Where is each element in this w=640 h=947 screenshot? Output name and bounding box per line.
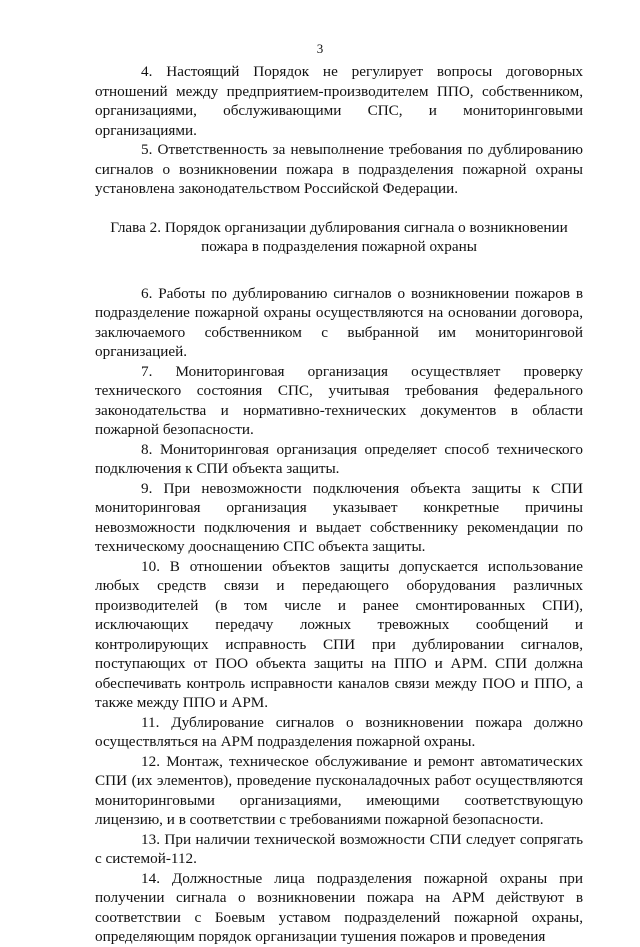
paragraph-11: 11. Дублирование сигналов о возникновении пожара должно осуществляться на АРМ подразделения пожарной охраны.	[95, 713, 583, 750]
paragraph-8: 8. Мониторинговая организация определяет способ технического подключения к СПИ объекта защиты.	[95, 440, 583, 477]
page-number: 3	[316, 41, 324, 56]
document-body	[95, 62, 583, 947]
paragraph-4: 4. Настоящий Порядок не регулирует вопросы договорных отношений между предприятием-производителем ППО, собственником, организациями, обслуживающими СПС, и мониторинговыми организациями.	[95, 63, 583, 139]
paragraph-6: 6. Работы по дублированию сигналов о возникновении пожаров в подразделение пожарной охраны осуществляются на основании договора, заключаемого собственником с выбранной им мониторинговой организацией.	[95, 284, 583, 360]
paragraph-10: 10. В отношении объектов защиты допускается использование любых средств связи и передающего оборудования различных производителей (в том числе и ранее смонтированных СПИ), исключающих передачу ложных тревожных сообщений и контролирующих исправность СПИ при дублировании сигналов, поступающих от ПОО объекта защиты на ППО и АРМ. СПИ должна обеспечивать контроль исправности каналов связи между ПОО и ППО, а также между ППО и АРМ.	[95, 557, 583, 711]
chapter-title: Глава 2. Порядок организации дублирования сигнала о возникновении пожара в подразделения пожарной охраны	[110, 218, 568, 255]
paragraph-5: 5. Ответственность за невыполнение требования по дублированию сигналов о возникновении пожара в подразделения пожарной охраны установлена законодательством Российской Федерации.	[95, 141, 583, 197]
paragraph-12: 12. Монтаж, техническое обслуживание и ремонт автоматических СПИ (их элементов), проведение пусконаладочных работ осуществляются мониторинговыми организациями, имеющими соответствующую лицензию, и в соответствии с требованиями пожарной безопасности.	[95, 752, 583, 828]
paragraph-13: 13. При наличии технической возможности СПИ следует сопрягать с системой-112.	[95, 830, 583, 867]
paragraph-14: 14. Должностные лица подразделения пожарной охраны при получении сигнала о возникновении пожара на АРМ действуют в соответствии с Боевым уставом подразделений пожарной охраны, определяющим порядок организации тушения пожаров и проведения	[95, 869, 583, 945]
paragraph-9: 9. При невозможности подключения объекта защиты к СПИ мониторинговая организация указывает конкретные причины невозможности подключения и выдает собственнику рекомендации по техническому дооснащению СПС объекта защиты.	[95, 479, 583, 555]
paragraph-7: 7. Мониторинговая организация осуществляет проверку технического состояния СПС, учитывая требования федерального законодательства и нормативно-технических документов в области пожарной безопасности.	[95, 362, 583, 438]
